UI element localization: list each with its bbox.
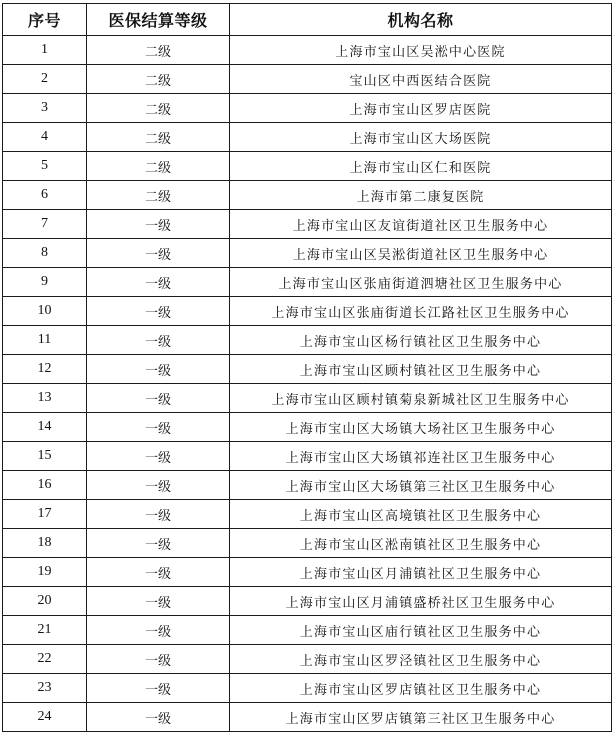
table-row (3, 471, 612, 500)
table-row (3, 355, 612, 384)
table-body (3, 36, 612, 732)
row-level-cell: 一级 (87, 384, 230, 413)
row-institution-name-cell: 上海市宝山区大场镇大场社区卫生服务中心 (230, 413, 612, 442)
row-level-cell: 一级 (87, 703, 230, 732)
row-number-cell: 8 (3, 239, 87, 268)
table-row (3, 65, 612, 94)
row-institution-name-cell: 上海市第二康复医院 (230, 181, 612, 210)
table-row (3, 152, 612, 181)
row-institution-name-cell: 上海市宝山区高境镇社区卫生服务中心 (230, 500, 612, 529)
row-level-cell: 一级 (87, 210, 230, 239)
table-row (3, 239, 612, 268)
table-row (3, 326, 612, 355)
row-number-cell: 12 (3, 355, 87, 384)
table-row (3, 674, 612, 703)
row-institution-name-cell: 上海市宝山区淞南镇社区卫生服务中心 (230, 529, 612, 558)
row-level-cell: 一级 (87, 268, 230, 297)
row-level-cell: 二级 (87, 65, 230, 94)
row-level-cell: 二级 (87, 181, 230, 210)
row-institution-name-cell: 上海市宝山区罗店医院 (230, 94, 612, 123)
row-number-cell: 20 (3, 587, 87, 616)
row-institution-name-cell: 上海市宝山区庙行镇社区卫生服务中心 (230, 616, 612, 645)
row-institution-name-cell: 上海市宝山区罗店镇社区卫生服务中心 (230, 674, 612, 703)
header-name: 机构名称 (230, 4, 612, 36)
row-institution-name-cell: 上海市宝山区杨行镇社区卫生服务中心 (230, 326, 612, 355)
row-level-cell: 二级 (87, 123, 230, 152)
row-institution-name-cell: 上海市宝山区仁和医院 (230, 152, 612, 181)
header-row (3, 4, 612, 36)
row-number-cell: 22 (3, 645, 87, 674)
row-number-cell: 24 (3, 703, 87, 732)
row-institution-name-cell: 上海市宝山区大场医院 (230, 123, 612, 152)
row-level-cell: 一级 (87, 355, 230, 384)
table-row (3, 413, 612, 442)
row-number-cell: 13 (3, 384, 87, 413)
row-number-cell: 6 (3, 181, 87, 210)
row-level-cell: 一级 (87, 326, 230, 355)
row-number-cell: 10 (3, 297, 87, 326)
row-number-cell: 9 (3, 268, 87, 297)
table-row (3, 123, 612, 152)
institution-table (2, 3, 612, 732)
row-institution-name-cell: 上海市宝山区吴淞中心医院 (230, 36, 612, 65)
table-row (3, 529, 612, 558)
row-institution-name-cell: 上海市宝山区顾村镇社区卫生服务中心 (230, 355, 612, 384)
row-number-cell: 17 (3, 500, 87, 529)
table-header (3, 4, 612, 36)
row-level-cell: 一级 (87, 297, 230, 326)
row-number-cell: 11 (3, 326, 87, 355)
row-number-cell: 23 (3, 674, 87, 703)
table-row (3, 94, 612, 123)
row-number-cell: 2 (3, 65, 87, 94)
row-number-cell: 15 (3, 442, 87, 471)
table-row (3, 268, 612, 297)
table-row (3, 616, 612, 645)
table-row (3, 36, 612, 65)
row-level-cell: 二级 (87, 94, 230, 123)
row-institution-name-cell: 宝山区中西医结合医院 (230, 65, 612, 94)
institution-table-container (2, 3, 611, 732)
row-institution-name-cell: 上海市宝山区罗店镇第三社区卫生服务中心 (230, 703, 612, 732)
row-level-cell: 一级 (87, 529, 230, 558)
row-institution-name-cell: 上海市宝山区张庙街道泗塘社区卫生服务中心 (230, 268, 612, 297)
row-number-cell: 14 (3, 413, 87, 442)
row-number-cell: 3 (3, 94, 87, 123)
row-number-cell: 7 (3, 210, 87, 239)
table-row (3, 587, 612, 616)
row-number-cell: 19 (3, 558, 87, 587)
row-level-cell: 一级 (87, 616, 230, 645)
row-level-cell: 一级 (87, 558, 230, 587)
row-level-cell: 一级 (87, 587, 230, 616)
row-level-cell: 二级 (87, 36, 230, 65)
table-row (3, 703, 612, 732)
row-level-cell: 一级 (87, 413, 230, 442)
row-institution-name-cell: 上海市宝山区月浦镇盛桥社区卫生服务中心 (230, 587, 612, 616)
table-row (3, 181, 612, 210)
table-row (3, 210, 612, 239)
header-number: 序号 (3, 4, 87, 36)
row-number-cell: 5 (3, 152, 87, 181)
row-level-cell: 二级 (87, 152, 230, 181)
table-row (3, 645, 612, 674)
row-number-cell: 21 (3, 616, 87, 645)
row-institution-name-cell: 上海市宝山区友谊街道社区卫生服务中心 (230, 210, 612, 239)
table-row (3, 384, 612, 413)
row-institution-name-cell: 上海市宝山区张庙街道长江路社区卫生服务中心 (230, 297, 612, 326)
row-level-cell: 一级 (87, 500, 230, 529)
header-level: 医保结算等级 (87, 4, 230, 36)
row-number-cell: 18 (3, 529, 87, 558)
row-institution-name-cell: 上海市宝山区大场镇第三社区卫生服务中心 (230, 471, 612, 500)
row-institution-name-cell: 上海市宝山区顾村镇菊泉新城社区卫生服务中心 (230, 384, 612, 413)
row-level-cell: 一级 (87, 645, 230, 674)
row-institution-name-cell: 上海市宝山区吴淞街道社区卫生服务中心 (230, 239, 612, 268)
row-level-cell: 一级 (87, 471, 230, 500)
row-number-cell: 4 (3, 123, 87, 152)
row-level-cell: 一级 (87, 442, 230, 471)
row-institution-name-cell: 上海市宝山区大场镇祁连社区卫生服务中心 (230, 442, 612, 471)
row-number-cell: 1 (3, 36, 87, 65)
table-row (3, 297, 612, 326)
table-row (3, 442, 612, 471)
row-number-cell: 16 (3, 471, 87, 500)
row-institution-name-cell: 上海市宝山区罗泾镇社区卫生服务中心 (230, 645, 612, 674)
row-institution-name-cell: 上海市宝山区月浦镇社区卫生服务中心 (230, 558, 612, 587)
row-level-cell: 一级 (87, 674, 230, 703)
row-level-cell: 一级 (87, 239, 230, 268)
table-row (3, 500, 612, 529)
table-row (3, 558, 612, 587)
